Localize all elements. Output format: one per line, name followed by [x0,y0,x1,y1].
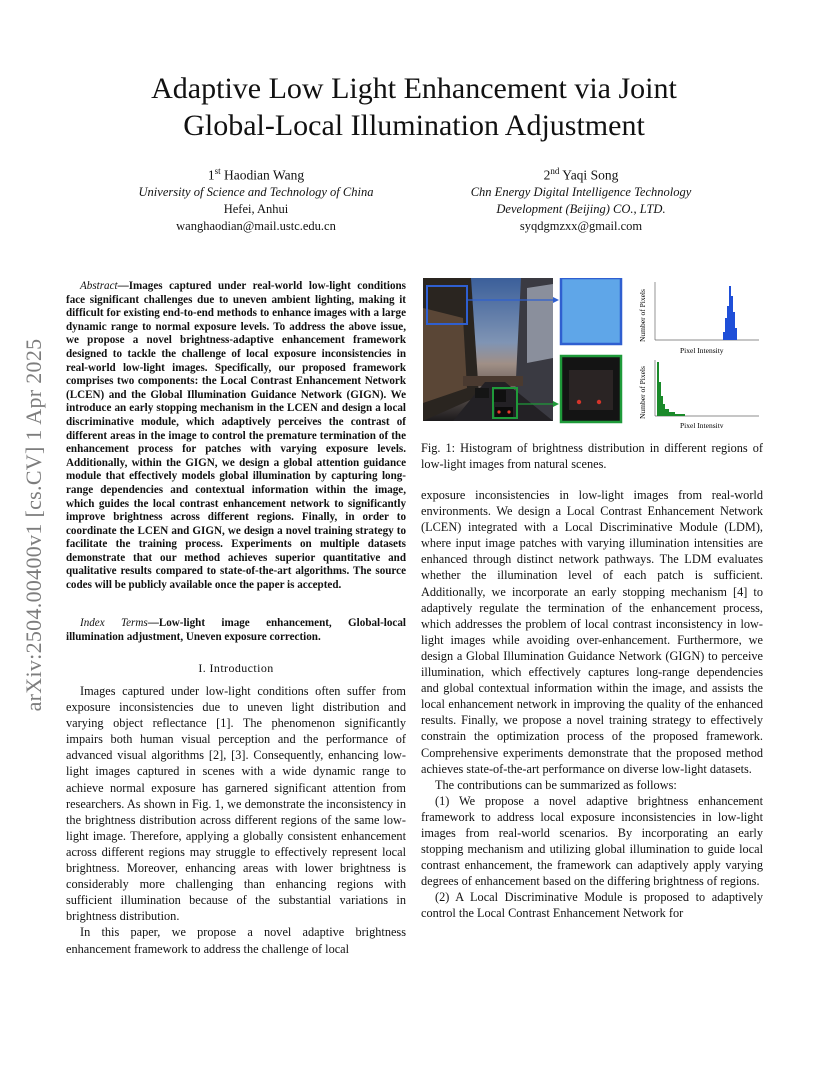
abstract-text: —Images captured under real-world low-light conditions face significant challenges due to uneven ambient lighting, making it difficult for existing end-to-end methods to enhance images with a large dynamic range to normal exposure levels. To address the above issue, we propose a novel brightness-adaptive enhancement framework designed to tackle the challenge of local exposure inconsistencies in real-world low-light images. Specifically, our proposed framework comprises two components: the Local Contrast Enhancement Network (LCEN) and the Global Illumination Guidance Network (GIGN). We introduce an early stopping mechanism in the LCEN and design a local discriminative module, which adaptively perceives the contrast of different areas in the image to control the premature termination of the enhancement process for patches with varying exposure levels. Additionally, within the GIGN, we design a global attention guidance module that effectively models global illumination by capturing long-range dependencies and contextual information within the image, which guides the local contrast enhancement network to significantly improve brightness across different regions. Finally, in order to coordinate the LCEN and GIGN, we design a novel training strategy to facilitate the training process. Experiments on multiple datasets demonstrate that our method achieves superior quantitative and qualitative results compared to state-of-the-art algorithms. The source codes will be publicly available once the paper is accepted. [66,280,406,592]
hist-green-xlabel: Pixel Intensity [680,421,724,428]
index-terms-label: Index Terms [80,617,148,629]
paper-title [60,70,768,144]
blue-patch [561,278,621,344]
title-line-2: Global-Local Illumination Adjustment [183,109,645,142]
section-heading: I. Introduction [198,661,274,675]
author-email-2[interactable]: syqdgmzxx@gmail.com [519,218,643,233]
figure-1-caption: Fig. 1: Histogram of brightness distribution in different regions of low-light images from natural scenes. [421,441,763,471]
index-terms [66,617,406,644]
contribution-2: (2) A Local Discriminative Module is proposed to adaptively control the Local Contrast Enhancement Network for [421,890,763,921]
author-affiliation-1: University of Science and Technology of China [138,184,374,199]
arxiv-side-stamp [14,290,54,760]
intro-right-column [421,487,763,922]
author-affiliation-2: Chn Energy Digital Intelligence Technology [470,184,692,199]
title-line-1: Adaptive Low Light Enhancement via Joint [151,72,677,105]
intro-paragraph-2-start: In this paper, we propose a novel adaptive brightness enhancement framework to address the challenge of local [66,925,406,956]
index-terms-text: —Low-light image enhancement, Global-local illumination adjustment, Uneven exposure correction. [66,617,406,643]
arxiv-identifier: arXiv:2504.00400v1 [cs.CV] 1 Apr 2025 [21,338,46,712]
hist-green-ylabel: Number of Pixels [638,366,647,419]
blue-arrow-head [553,297,559,303]
intro-paragraph-1: Images captured under low-light conditions often suffer from exposure inconsistencies due to uneven light distribution and varying object reflectance [1]. The phenomenon significantly impairs both human visual perception and the performance of advanced visual algorithms [2], [3]. Consequently, enhancing low-light images captured in scenes with a wide dynamic range to achieve normal exposure has garnered significant attention from researchers. As shown in Fig. 1, we demonstrate the inconsistency in the brightness distribution across different regions of the same low-light image. Therefore, applying a globally consistent enhancement across different regions may struggle to effectively represent local brightness. Moreover, enhancing areas with lower brightness is considerably more challenging than enhancing regions with sufficient illumination because of the substantial variations in brightness distribution. [66,684,406,924]
hist-blue-xlabel: Pixel Intensity [680,346,724,355]
author-affiliation-2b: Development (Beijing) CO., LTD. [496,201,666,216]
intro-paragraph-2-continued: exposure inconsistencies in low-light images from real-world environments. We design a Local Contrast Enhancement Network (LCEN) integrated with a Local Discriminative Module (LDM), where input image patches with varying illumination intensities are enhanced through distinct network pathways. The LDM evaluates whether the illumination level of each patch is sufficient. Additionally, we incorporate an early stopping mechanism [4] to adaptively regulate the termination of the enhancement process, which addresses the problem of local contrast inconsistency in low-light images while avoiding over-enhancement. Furthermore, we design a Global Illumination Guidance Network (GIGN) to perceive illumination, which effectively captures long-range dependencies and global contextual information within the image, and assists the local enhancement network in improving the quality of the enhanced results. Finally, we propose a novel training strategy to effectively constrain the optimization process of the proposed framework. Comprehensive experiments demonstrate that the proposed method achieves state-of-the-art performance on diverse low-light datasets. [421,488,763,776]
author-location-1: Hefei, Anhui [223,201,289,216]
hist-blue-ylabel: Number of Pixels [638,289,647,342]
author-name-2: 2nd Yaqi Song [543,166,619,183]
contribution-1: (1) We propose a novel adaptive brightness enhancement framework to address local exposure inconsistencies in low-light images from real-world scenarios. By incorporating an early stopping mechanism and utilizing global illumination to guide local contrast enhancement, the framework can adaptively apply varying degrees of enhancement based on the differing brightness of regions. [421,793,763,889]
author-block-2 [420,163,742,235]
author-name-1: 1st Haodian Wang [207,166,305,183]
histogram-blue [638,282,759,355]
figure-1 [423,278,763,428]
contributions-intro: The contributions can be summarized as follows: [435,777,677,792]
green-arrow-head [553,401,559,407]
green-patch-car [569,370,613,410]
author-block-1 [96,163,416,235]
abstract-label: Abstract [80,280,118,292]
figure-1-graphic [423,278,763,428]
histogram-green [638,360,759,428]
intro-left-column [66,683,406,957]
abstract [66,280,406,593]
author-email-1[interactable]: wanghaodian@mail.ustc.edu.cn [176,218,336,233]
